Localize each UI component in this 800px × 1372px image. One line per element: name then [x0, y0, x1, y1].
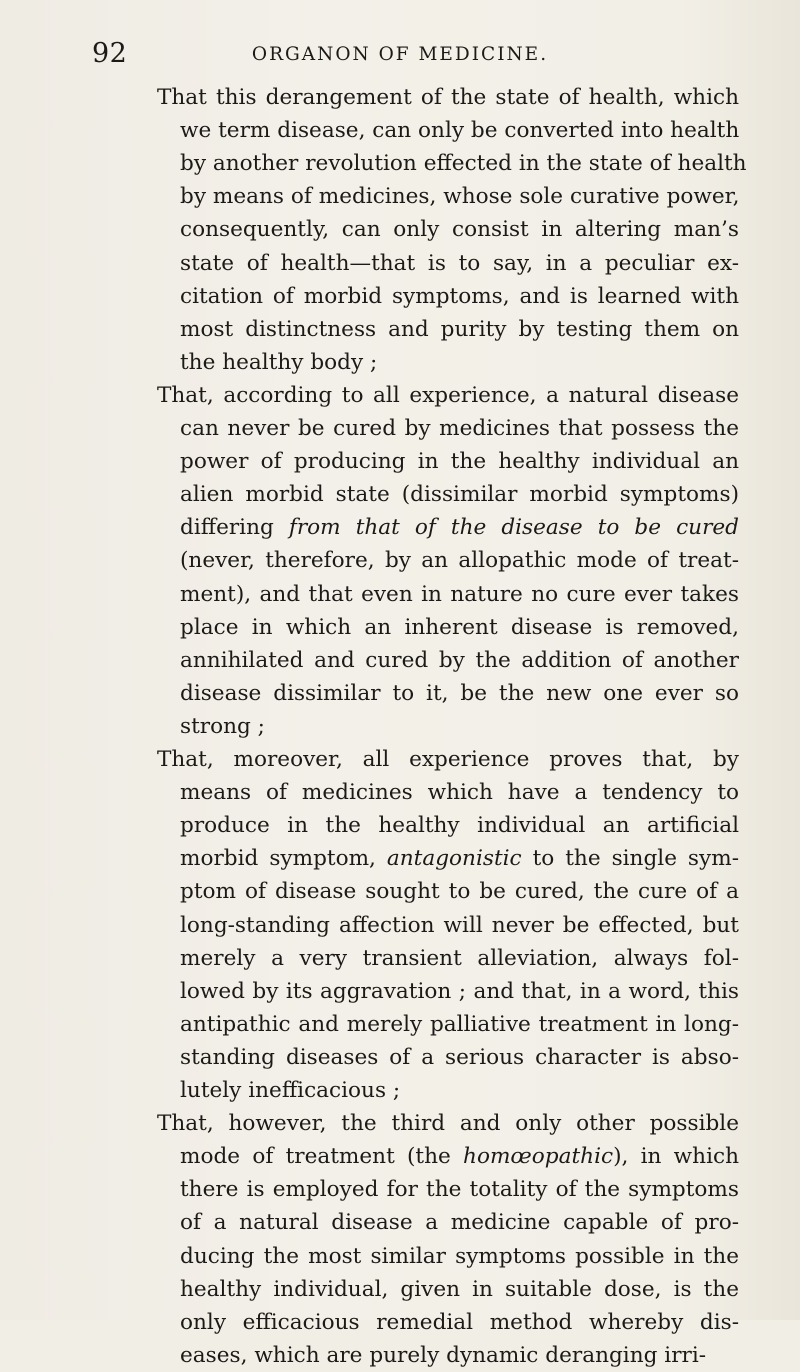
text-line: there is employed for the totality of the symptoms [180, 1177, 739, 1203]
text-line: citation of morbid symptoms, and is learned with [180, 283, 739, 309]
text-line: mode of treatment (the homœopathic), in which [180, 1144, 739, 1170]
text-line: only efficacious remedial method whereby dis- [180, 1309, 739, 1335]
text-line: means of medicines which have a tendency to [180, 780, 739, 806]
text-line: power of producing in the healthy individual an [180, 449, 739, 475]
text-line: standing diseases of a serious character is abso- [180, 1044, 739, 1070]
text-line: by means of medicines, whose sole curative power, [180, 184, 740, 210]
text-line: merely a very transient alleviation, always fol- [180, 945, 739, 971]
text-line: the healthy body ; [180, 349, 378, 375]
text-line: consequently, can only consist in altering man’s [180, 217, 739, 243]
text-line: by another revolution effected in the state of health [180, 151, 747, 177]
text-line: annihilated and cured by the addition of another [180, 647, 739, 673]
text-line: (never, therefore, by an allopathic mode of treat- [180, 548, 739, 574]
text-line: lowed by its aggravation ; and that, in a word, this [180, 978, 739, 1004]
text-line: healthy individual, given in suitable dose, is the [180, 1276, 739, 1302]
text-line: disease dissimilar to it, be the new one ever so [180, 680, 739, 706]
text-line: That, according to all experience, a natural disease [157, 382, 739, 408]
text-line: differing from that of the disease to be cured [180, 515, 739, 541]
text-line: of a natural disease a medicine capable of pro- [180, 1210, 739, 1236]
text-line: strong ; [180, 713, 265, 739]
text-line: That this derangement of the state of health, which [157, 85, 739, 110]
text-line: most distinctness and purity by testing them on [180, 316, 739, 342]
text-line: antipathic and merely palliative treatment in long- [180, 1011, 739, 1037]
text-line: can never be cured by medicines that possess the [180, 416, 739, 441]
text-line: ment), and that even in nature no cure ever takes [180, 581, 739, 607]
text-line: place in which an inherent disease is removed, [180, 614, 739, 640]
page-number: 92 [92, 38, 128, 69]
text-line: That, however, the third and only other possible [157, 1111, 739, 1137]
text-line: lutely inefficacious ; [180, 1078, 401, 1103]
text-line: alien morbid state (dissimilar morbid symptoms) [180, 482, 739, 508]
text-line: we term disease, can only be converted into health [180, 118, 740, 144]
text-line: eases, which are purely dynamic deranging irri- [180, 1342, 707, 1368]
text-line: long-standing affection will never be effected, but [180, 912, 739, 938]
text-line: ducing the most similar symptoms possible in the [180, 1243, 739, 1269]
page-header [0, 38, 800, 78]
text-line: That, moreover, all experience proves that, by [157, 747, 739, 772]
text-line: morbid symptom, antagonistic to the single sym- [180, 846, 739, 872]
text-line: produce in the healthy individual an artificial [180, 813, 739, 839]
running-title: ORGANON OF MEDICINE. [251, 44, 549, 65]
text-line: state of health—that is to say, in a peculiar ex- [180, 250, 739, 276]
text-line: ptom of disease sought to be cured, the cure of a [180, 879, 739, 905]
